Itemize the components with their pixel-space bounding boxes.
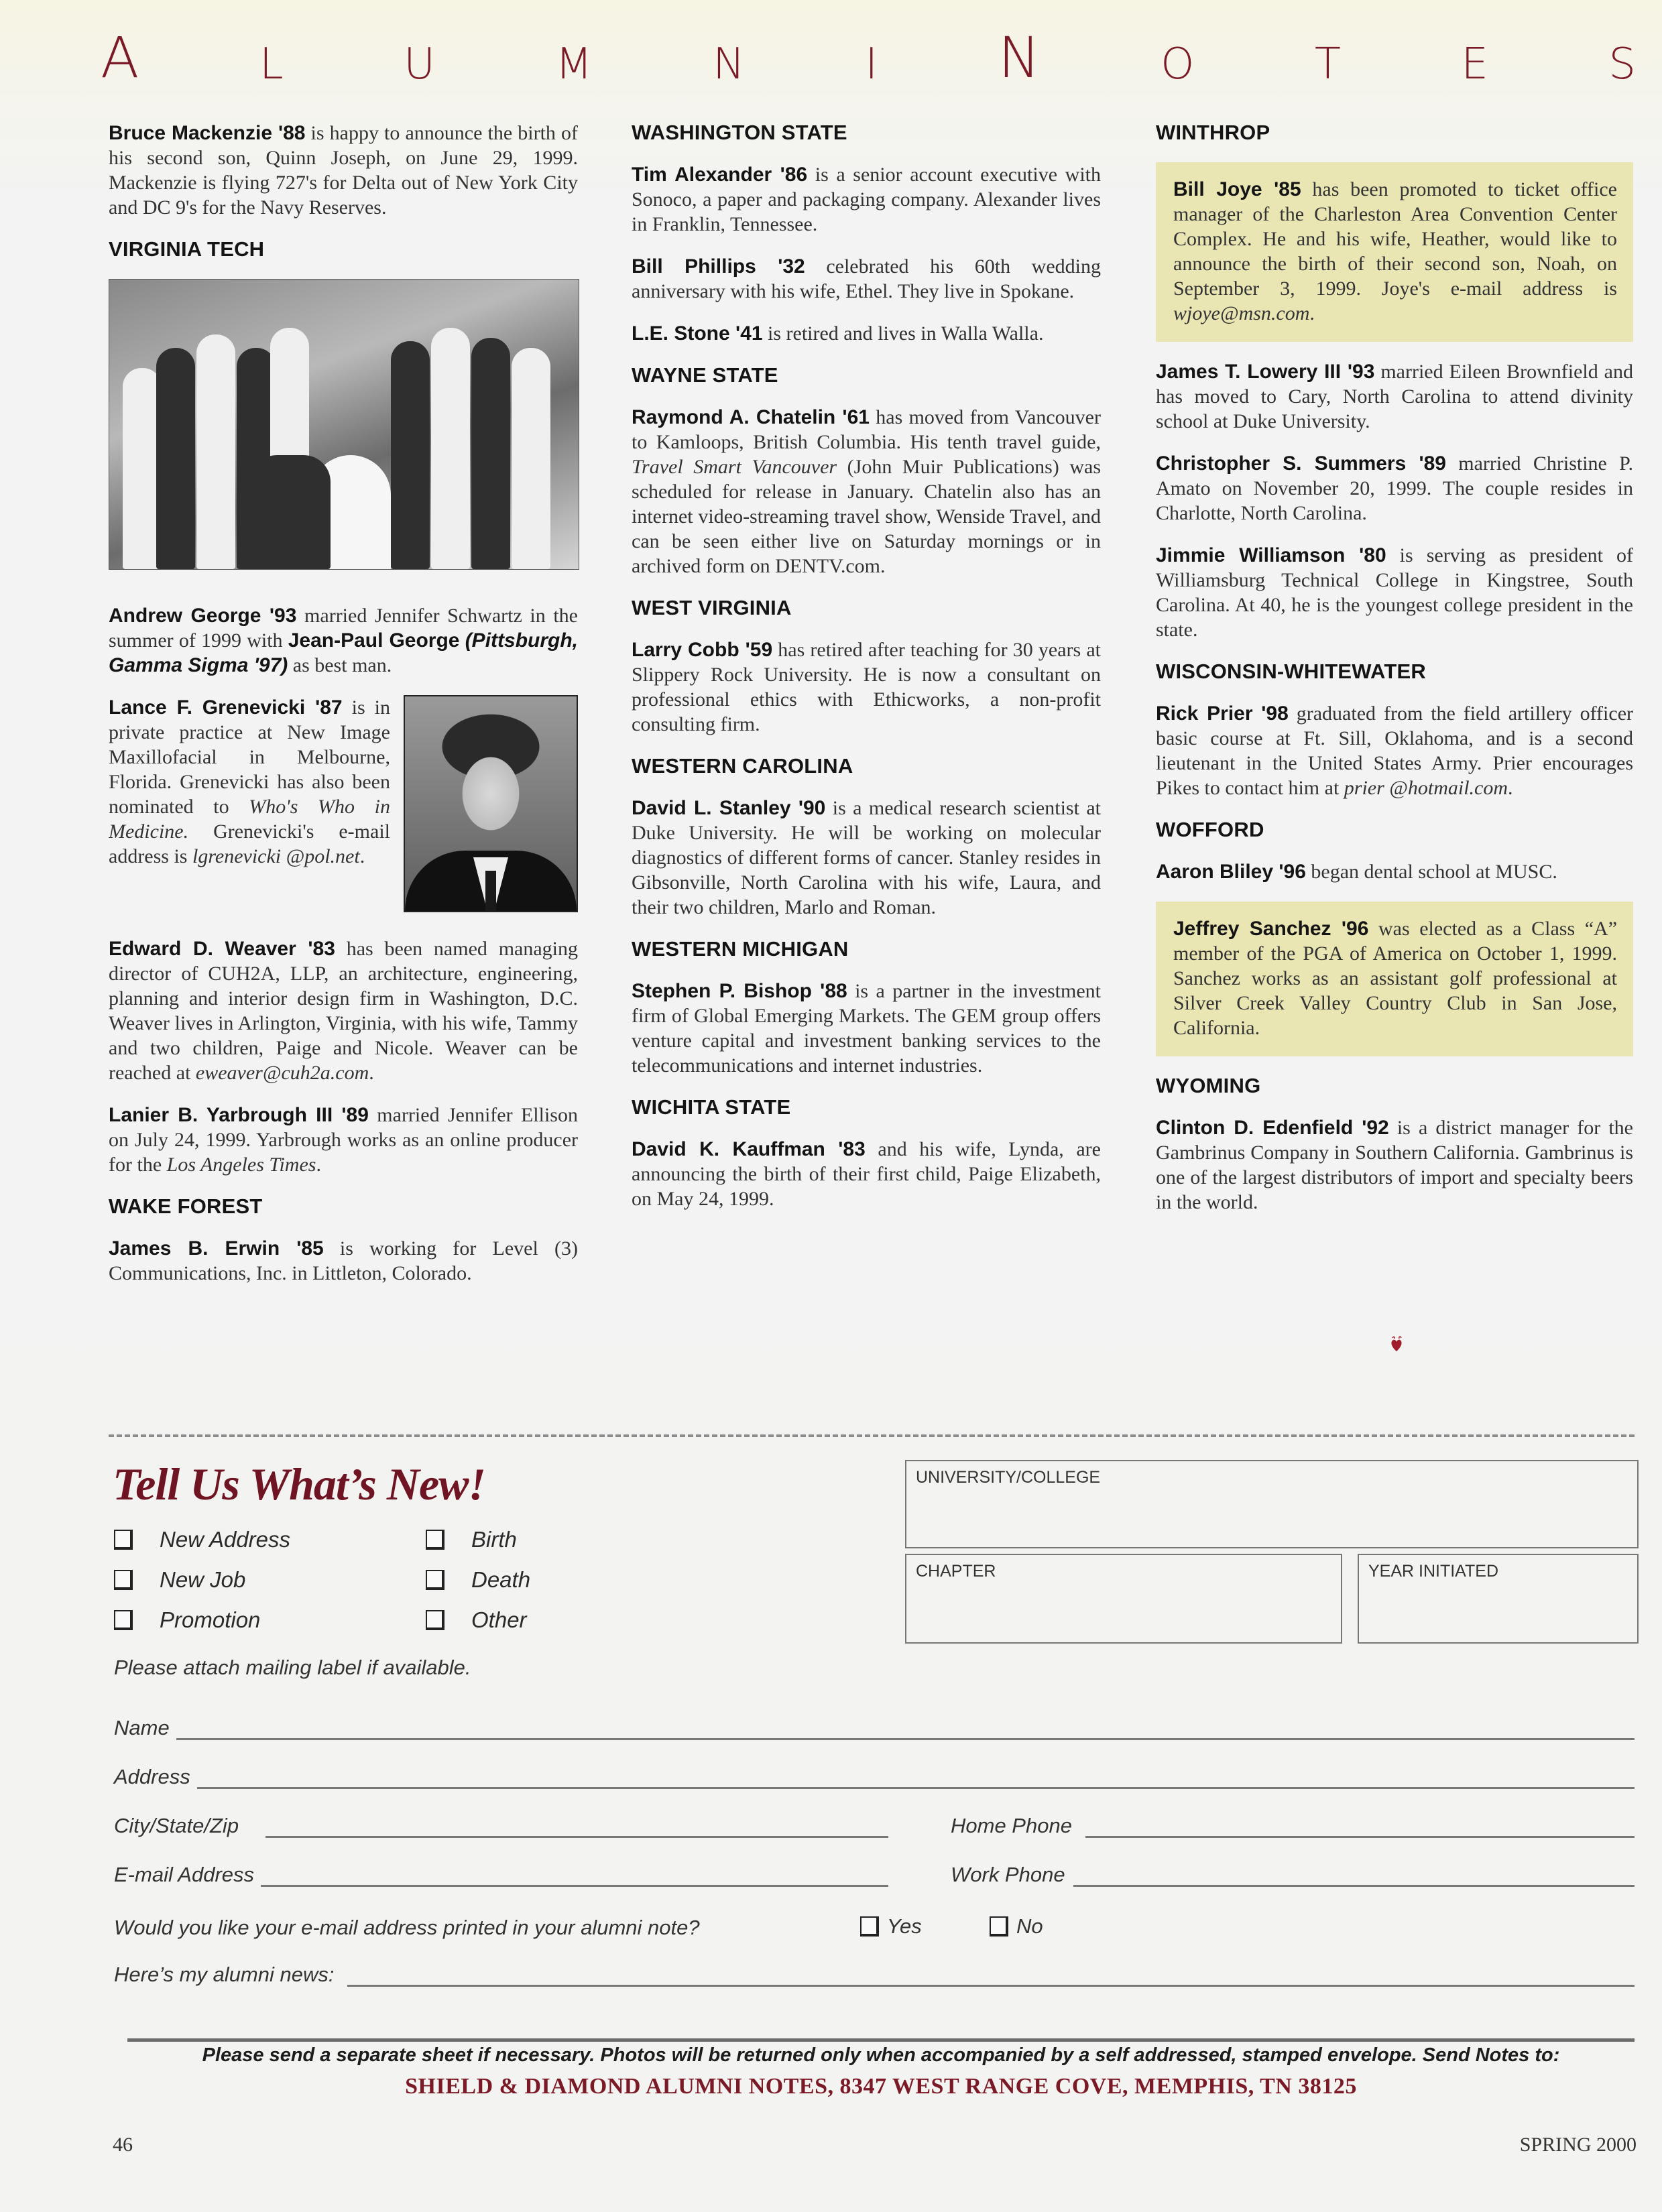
alumnus-name: Andrew George '93 — [109, 605, 297, 627]
email-address: prier @hotmail.com — [1344, 777, 1508, 799]
alumnus-name: James B. Erwin '85 — [109, 1237, 324, 1259]
option-label: Birth — [471, 1527, 517, 1552]
chapter-heading: WICHITA STATE — [632, 1095, 791, 1119]
masthead-alumni-notes — [101, 25, 1636, 90]
chapter-heading: WOFFORD — [1156, 818, 1264, 841]
input-line[interactable] — [197, 1770, 1635, 1789]
option-label: Other — [471, 1607, 527, 1632]
alumnus-name: Tim Alexander '86 — [632, 164, 808, 186]
masthead-letter: N — [998, 25, 1041, 90]
email-address-field[interactable] — [114, 1863, 888, 1887]
heart-ornament-icon — [1389, 1335, 1404, 1353]
alumni-note — [632, 1137, 1101, 1211]
note-text: as best man. — [288, 654, 392, 676]
option-label: Promotion — [160, 1607, 261, 1632]
checkbox-icon[interactable] — [426, 1530, 444, 1550]
alumnus-name: David K. Kauffman '83 — [632, 1138, 866, 1160]
option-label: Death — [471, 1567, 531, 1592]
alumni-note — [109, 1103, 578, 1177]
alumnus-name: Stephen P. Bishop '88 — [632, 980, 847, 1002]
column-2 — [632, 121, 1101, 1229]
alumnus-name: David L. Stanley '90 — [632, 797, 826, 819]
group-photo — [109, 279, 579, 570]
alumni-note — [1156, 701, 1633, 800]
checkbox-icon[interactable] — [860, 1916, 879, 1937]
email-address: eweaver@cuh2a.com — [195, 1062, 369, 1084]
input-line[interactable] — [1085, 1819, 1635, 1838]
alumnus-name: James T. Lowery III '93 — [1156, 361, 1375, 383]
checkbox-icon[interactable] — [114, 1570, 133, 1590]
highlighted-note — [1156, 902, 1633, 1056]
masthead-letter: S — [1608, 40, 1636, 89]
chapter-heading: WISCONSIN-WHITEWATER — [1156, 660, 1426, 683]
chapter-heading: WESTERN CAROLINA — [632, 754, 853, 778]
email-print-question: Would you like your e-mail address printed in your alumni note? — [114, 1916, 700, 1939]
field-label: Work Phone — [951, 1863, 1065, 1886]
field-label: Address — [114, 1765, 190, 1788]
email-address: wjoye@msn.com — [1173, 302, 1310, 324]
note-text: . — [1508, 777, 1513, 799]
alumnus-name: Lanier B. Yarbrough III '89 — [109, 1104, 369, 1126]
alumni-note — [632, 637, 1101, 737]
input-line[interactable] — [1073, 1867, 1635, 1887]
note-text: was elected as a Class “A” member of the PGA of America on October 1, 1999. Sanchez works as an assistant golf professional at Silver Creek Valley Country Club in San Jose, California. — [1173, 918, 1618, 1039]
note-text: is a district manager for the Gambrinus Company in Southern California. Gambrinus is one of the largest distributors of import and specialty beers in the world. — [1156, 1117, 1633, 1213]
field-label: Name — [114, 1716, 170, 1739]
alumni-note — [1156, 451, 1633, 526]
masthead-letter: N — [713, 40, 745, 89]
chapter-heading: WINTHROP — [1156, 121, 1270, 144]
masthead-letter: A — [101, 25, 139, 90]
masthead-letter: O — [1161, 40, 1195, 89]
alumnus-name: Larry Cobb '59 — [632, 639, 773, 661]
submission-instructions: Please send a separate sheet if necessary. Photos will be returned only when accompanied by a self addressed, stamped envelope. Send Notes to: — [202, 2044, 1560, 2066]
option-birth[interactable] — [426, 1527, 517, 1552]
email-address: lgrenevicki @pol.net — [192, 845, 360, 867]
note-text: celebrated his 60th wedding anniversary with his wife, Ethel. They live in Spokane. — [632, 255, 1101, 302]
option-label: New Address — [160, 1527, 291, 1552]
alumni-note — [109, 1236, 578, 1286]
option-label: New Job — [160, 1567, 246, 1592]
checkbox-icon[interactable] — [114, 1610, 133, 1630]
city-state-zip-field[interactable] — [114, 1814, 888, 1838]
field-label: City/State/Zip — [114, 1814, 239, 1837]
input-line[interactable] — [265, 1819, 888, 1838]
masthead-letter: U — [404, 40, 435, 89]
alumnus-name: Jeffrey Sanchez '96 — [1173, 918, 1369, 940]
option-new-address[interactable] — [114, 1527, 290, 1552]
publication-title: Los Angeles Times — [166, 1154, 316, 1176]
option-label: No — [1016, 1914, 1043, 1938]
note-text: has retired after teaching for 30 years at Slippery Rock University. He is now a consultant on professional ethics with Ethicworks, a non-profit consulting firm. — [632, 639, 1102, 735]
alumnus-name: Christopher S. Summers '89 — [1156, 452, 1446, 475]
page-number: 46 — [113, 2134, 133, 2156]
alumnus-name: Jean-Paul George — [288, 629, 460, 652]
note-text: married Jennifer Schwartz in the summer of 1999 with — [109, 605, 578, 652]
note-text: married Eileen Brownfield and has moved to Cary, North Carolina to attend divinity school at Duke University. — [1156, 361, 1633, 432]
chapter-heading: WESTERN MICHIGAN — [632, 937, 849, 961]
chapter-field[interactable] — [905, 1554, 1342, 1644]
option-other[interactable] — [426, 1607, 527, 1633]
note-text: is working for Level (3) Communications, Inc. in Littleton, Colorado. — [109, 1237, 578, 1284]
publication-title: Who's Who in Medicine. — [109, 796, 390, 843]
field-label: YEAR INITIATED — [1368, 1562, 1499, 1581]
column-3 — [1156, 121, 1633, 1232]
note-text: has been named managing director of CUH2A, LLP, an architecture, engineering, planning and interior design firm in Washington, D.C. Weaver lives in Arlington, Virginia, with his wife, Tammy and two children, Paige and Nicole. Weaver can be reached at — [109, 938, 578, 1084]
alumnus-name: Bill Phillips '32 — [632, 255, 805, 278]
name-field[interactable] — [114, 1716, 1635, 1740]
address-field[interactable] — [114, 1765, 1635, 1789]
note-text: is a partner in the investment firm of Global Emerging Markets. The GEM group offers venture capital and investment banking services to the telecommunications and internet industries. — [632, 980, 1102, 1077]
option-label: Yes — [887, 1914, 922, 1938]
alumnus-chapter: (Pittsburgh, Gamma Sigma '97) — [109, 629, 578, 676]
field-label: UNIVERSITY/COLLEGE — [916, 1468, 1101, 1487]
alumnus-name: Bruce Mackenzie '88 — [109, 122, 306, 144]
cut-line — [109, 1434, 1635, 1437]
note-text: and his wife, Lynda, are announcing the birth of their first child, Paige Elizabeth, on May 24, 1999. — [632, 1138, 1101, 1210]
masthead-letter: E — [1461, 40, 1488, 89]
note-text: married Christine P. Amato on November 20, 1999. The couple resides in Charlotte, North Carolina. — [1156, 452, 1634, 524]
year-initiated-field[interactable] — [1358, 1554, 1639, 1644]
note-text: has been promoted to ticket office manager of the Charleston Area Convention Center Complex. He and his wife, Heather, would like to announce the birth of their second son, Noah, on September 3, 1999. Joye's e-mail address is — [1173, 178, 1617, 300]
note-text: Grenevicki's e-mail address is — [109, 820, 390, 867]
chapter-heading: WYOMING — [1156, 1074, 1261, 1097]
home-phone-field[interactable] — [951, 1814, 1635, 1838]
alumni-note — [1156, 359, 1633, 434]
input-line[interactable] — [176, 1721, 1635, 1740]
mailing-address: SHIELD & DIAMOND ALUMNI NOTES, 8347 WEST RANGE COVE, MEMPHIS, TN 38125 — [405, 2074, 1357, 2099]
column-1 — [109, 121, 578, 1303]
university-college-field[interactable] — [905, 1460, 1639, 1548]
publication-title: Travel Smart Vancouver — [632, 456, 837, 478]
alumni-note — [1156, 859, 1633, 884]
highlighted-note — [1156, 162, 1633, 342]
masthead-letter: L — [259, 40, 284, 89]
input-line[interactable] — [347, 1967, 1635, 1987]
alumnus-name: Raymond A. Chatelin '61 — [632, 406, 870, 428]
portrait-photo — [404, 695, 578, 912]
note-text: is happy to announce the birth of his second son, Quinn Joseph, on June 29, 1999. Mackenzie is flying 727's for Delta out of New York City and DC 9's for the Navy Reserves. — [109, 122, 578, 219]
alumni-note — [1156, 1115, 1633, 1215]
checkbox-icon[interactable] — [426, 1570, 444, 1590]
note-with-portrait — [109, 695, 578, 919]
note-text: (John Muir Publications) was scheduled for release in January. Chatelin also has an internet video-streaming travel show, Wenside Travel, and can be seen either live on Saturday mornings or in archived form on DENTV.com. — [632, 456, 1102, 577]
masthead-letter: T — [1314, 40, 1341, 89]
alumnus-name: Clinton D. Edenfield '92 — [1156, 1117, 1389, 1139]
attach-label-note: Please attach mailing label if available. — [114, 1656, 471, 1679]
alumnus-name: Jimmie Williamson '80 — [1156, 544, 1386, 566]
field-label: Home Phone — [951, 1814, 1072, 1837]
option-death[interactable] — [426, 1567, 530, 1593]
chapter-heading: WAYNE STATE — [632, 363, 778, 387]
field-label: Here’s my alumni news: — [114, 1963, 335, 1986]
chapter-heading: WEST VIRGINIA — [632, 596, 792, 619]
checkbox-icon[interactable] — [114, 1530, 133, 1550]
alumnus-name: Edward D. Weaver '83 — [109, 938, 335, 960]
alumnus-name: Lance F. Grenevicki '87 — [109, 696, 343, 719]
checkbox-icon[interactable] — [426, 1610, 444, 1630]
divider — [127, 2038, 1635, 2042]
note-text: married Jennifer Ellison on July 24, 1999. Yarbrough works as an online producer for the — [109, 1104, 578, 1176]
alumni-note — [632, 321, 1101, 346]
note-text: is retired and lives in Walla Walla. — [762, 322, 1044, 345]
note-text: . — [369, 1062, 374, 1084]
field-label: E-mail Address — [114, 1863, 255, 1886]
alumni-note — [1173, 177, 1617, 326]
email-print-no[interactable] — [990, 1914, 1043, 1939]
alumni-note — [1173, 916, 1617, 1040]
alumni-note — [632, 162, 1101, 237]
alumnus-name: Rick Prier '98 — [1156, 702, 1289, 725]
alumni-note — [109, 603, 578, 678]
note-text: is serving as president of Williamsburg Technical College in Kingstree, South Carolina. At 40, he is the youngest college president in the state. — [1156, 544, 1633, 641]
alumni-note — [632, 405, 1101, 578]
note-text: is a senior account executive with Sonoco, a paper and packaging company. Alexander lives in Franklin, Tennessee. — [632, 164, 1101, 235]
chapter-heading: WASHINGTON STATE — [632, 121, 847, 144]
note-text: . — [1309, 302, 1315, 324]
issue-label: SPRING 2000 — [1519, 2134, 1637, 2156]
masthead-letter: M — [555, 40, 593, 89]
note-text: . — [316, 1154, 321, 1176]
alumni-note — [1156, 543, 1633, 642]
form-title: Tell Us What’s New! — [113, 1459, 485, 1510]
note-text: began dental school at MUSC. — [1305, 861, 1557, 883]
alumni-news-field[interactable] — [114, 1963, 1635, 1987]
note-text: has moved from Vancouver to Kamloops, British Columbia. His tenth travel guide, — [632, 406, 1101, 453]
note-text: is in private practice at New Image Maxillofacial in Melbourne, Florida. Grenevicki has also been nominated to — [109, 696, 390, 818]
alumni-note — [109, 936, 578, 1085]
note-text: is a medical research scientist at Duke University. He will be working on molecular diagnostics of different forms of cancer. Stanley resides in Gibsonville, North Carolina with his wife, Laura, and their two children, Marlo and Roman. — [632, 797, 1101, 918]
alumnus-name: Bill Joye '85 — [1173, 178, 1301, 200]
work-phone-field[interactable] — [951, 1863, 1635, 1887]
alumni-note — [632, 254, 1101, 304]
note-text: . — [359, 845, 365, 867]
input-line[interactable] — [261, 1867, 888, 1887]
alumni-note — [109, 121, 578, 220]
email-print-yes[interactable] — [860, 1914, 922, 1939]
alumni-note — [632, 979, 1101, 1078]
checkbox-icon[interactable] — [990, 1916, 1008, 1937]
option-new-job[interactable] — [114, 1567, 245, 1593]
alumnus-name: Aaron Bliley '96 — [1156, 861, 1306, 883]
chapter-heading: WAKE FOREST — [109, 1194, 263, 1218]
chapter-heading: VIRGINIA TECH — [109, 237, 265, 261]
note-text: graduated from the field artillery officer basic course at Ft. Sill, Oklahoma, and is a second lieutenant in the United States Army. Prier encourages Pikes to contact him at — [1156, 702, 1634, 799]
alumni-note — [632, 796, 1101, 920]
masthead-letter: I — [865, 40, 878, 89]
field-label: CHAPTER — [916, 1562, 996, 1581]
option-promotion[interactable] — [114, 1607, 260, 1633]
alumnus-name: L.E. Stone '41 — [632, 322, 763, 345]
